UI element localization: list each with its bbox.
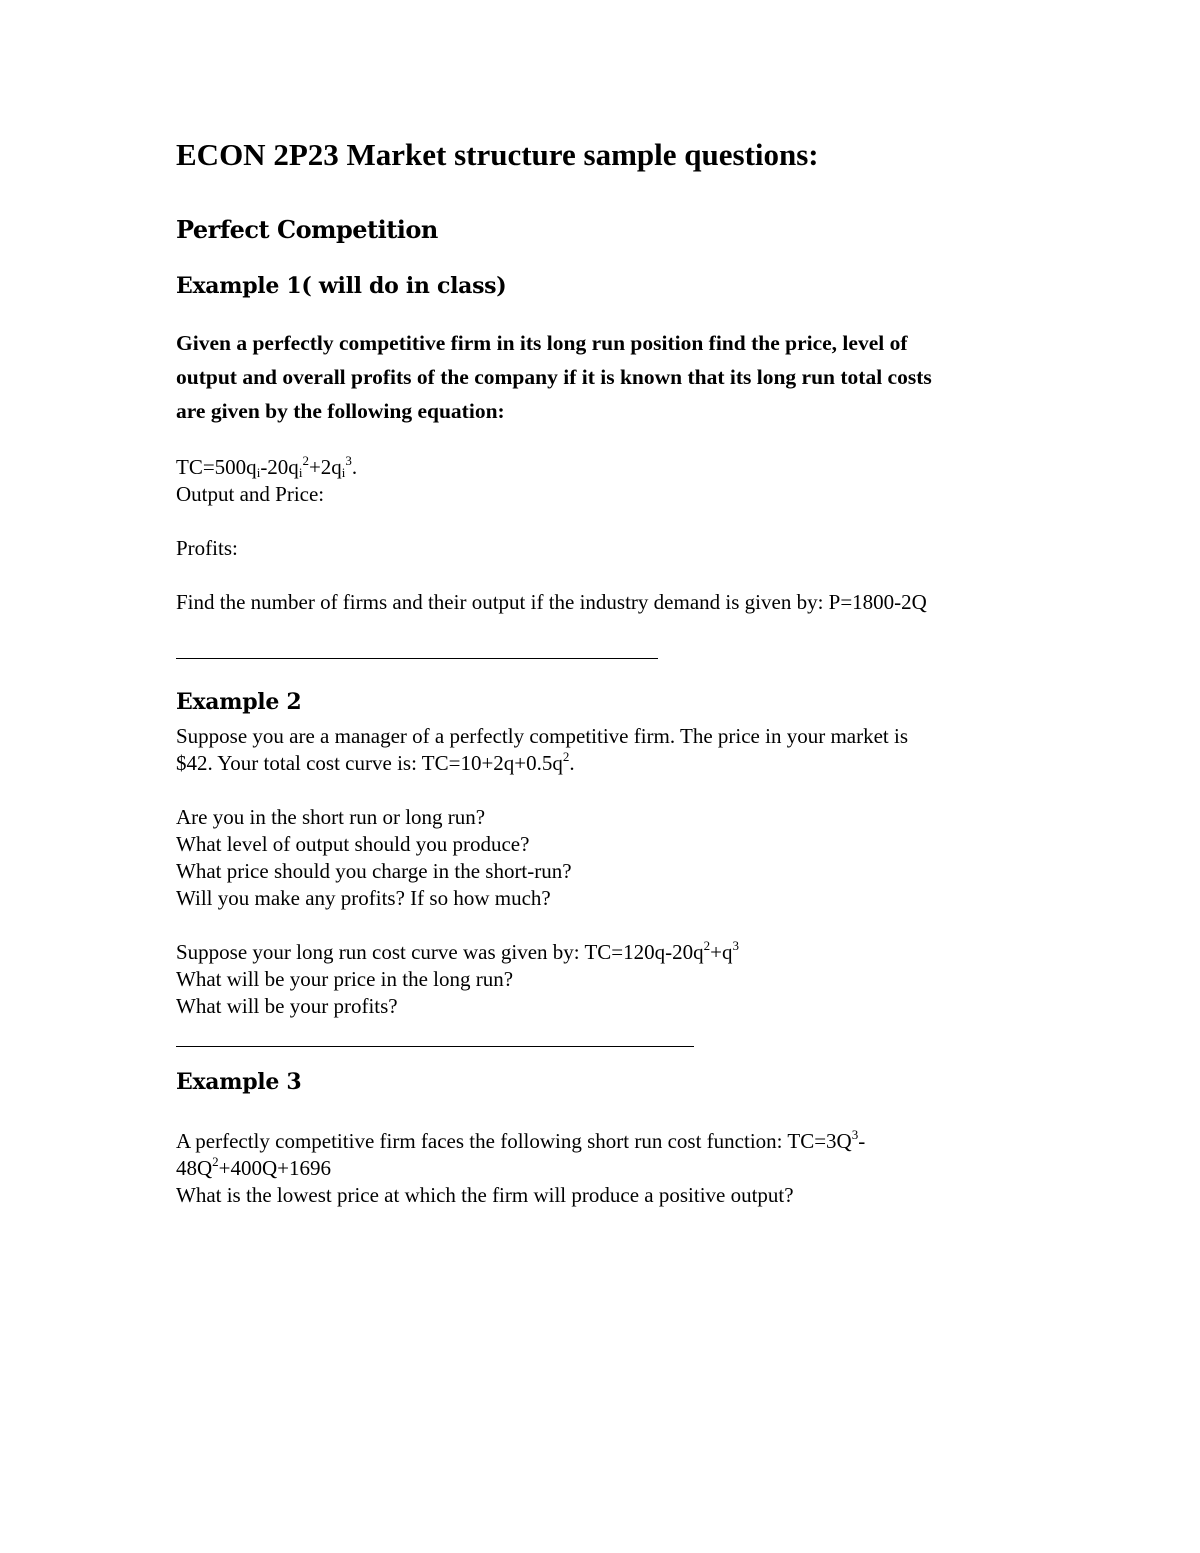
example-2-question-5: What will be your price in the long run? — [176, 967, 514, 991]
example-3-question: What is the lowest price at which the firm will produce a positive output? — [176, 1183, 794, 1207]
example-1-output-price-label: Output and Price: — [176, 482, 325, 506]
example-1-intro-line: output and overall profits of the company if it is known that its long run total costs — [176, 365, 932, 389]
example-1-intro-line: Given a perfectly competitive firm in its long run position find the price, level of — [176, 331, 908, 355]
example-2-question-1: Are you in the short run or long run? — [176, 805, 486, 829]
example-2-question-2: What level of output should you produce? — [176, 832, 530, 856]
example-3-line-2: $48Q^2+400Q+1696$ — [176, 1154, 332, 1180]
example-1-equation: $TC=500q_i-20q_i^2+2q_i^3$. — [176, 453, 358, 480]
example-1-heading: Example 1( will do in class) — [176, 273, 507, 299]
example-3-line-1: A perfectly competitive firm faces the following short run cost function: $TC=3Q^3-$ — [176, 1127, 866, 1153]
divider-line — [176, 1046, 694, 1047]
divider-line — [176, 658, 658, 659]
example-1-profits-label: Profits: — [176, 536, 238, 560]
example-2-question-3: What price should you charge in the short-run? — [176, 859, 572, 883]
example-3-heading: Example 3 — [176, 1069, 302, 1095]
example-2-line-2: $42. Your total cost curve is: $TC=10+2q+0.5q^2$. — [176, 749, 575, 775]
example-1-intro-line: are given by the following equation: — [176, 399, 505, 423]
example-2-heading: Example 2 — [176, 689, 302, 715]
example-2-long-run-cost: Suppose your long run cost curve was given by: $TC=120q-20q^2+q^3$ — [176, 938, 739, 964]
example-1-intro — [176, 326, 1036, 428]
example-2-question-6: What will be your profits? — [176, 994, 398, 1018]
document-title: ECON 2P23 Market structure sample questions: — [176, 137, 819, 172]
example-1-firms-question: Find the number of firms and their output if the industry demand is given by: P=1800-2Q — [176, 590, 927, 614]
example-2-line-1: Suppose you are a manager of a perfectly competitive firm. The price in your market is — [176, 724, 909, 748]
example-2-question-4: Will you make any profits? If so how much? — [176, 886, 551, 910]
section-heading-perfect-competition: Perfect Competition — [176, 215, 438, 244]
